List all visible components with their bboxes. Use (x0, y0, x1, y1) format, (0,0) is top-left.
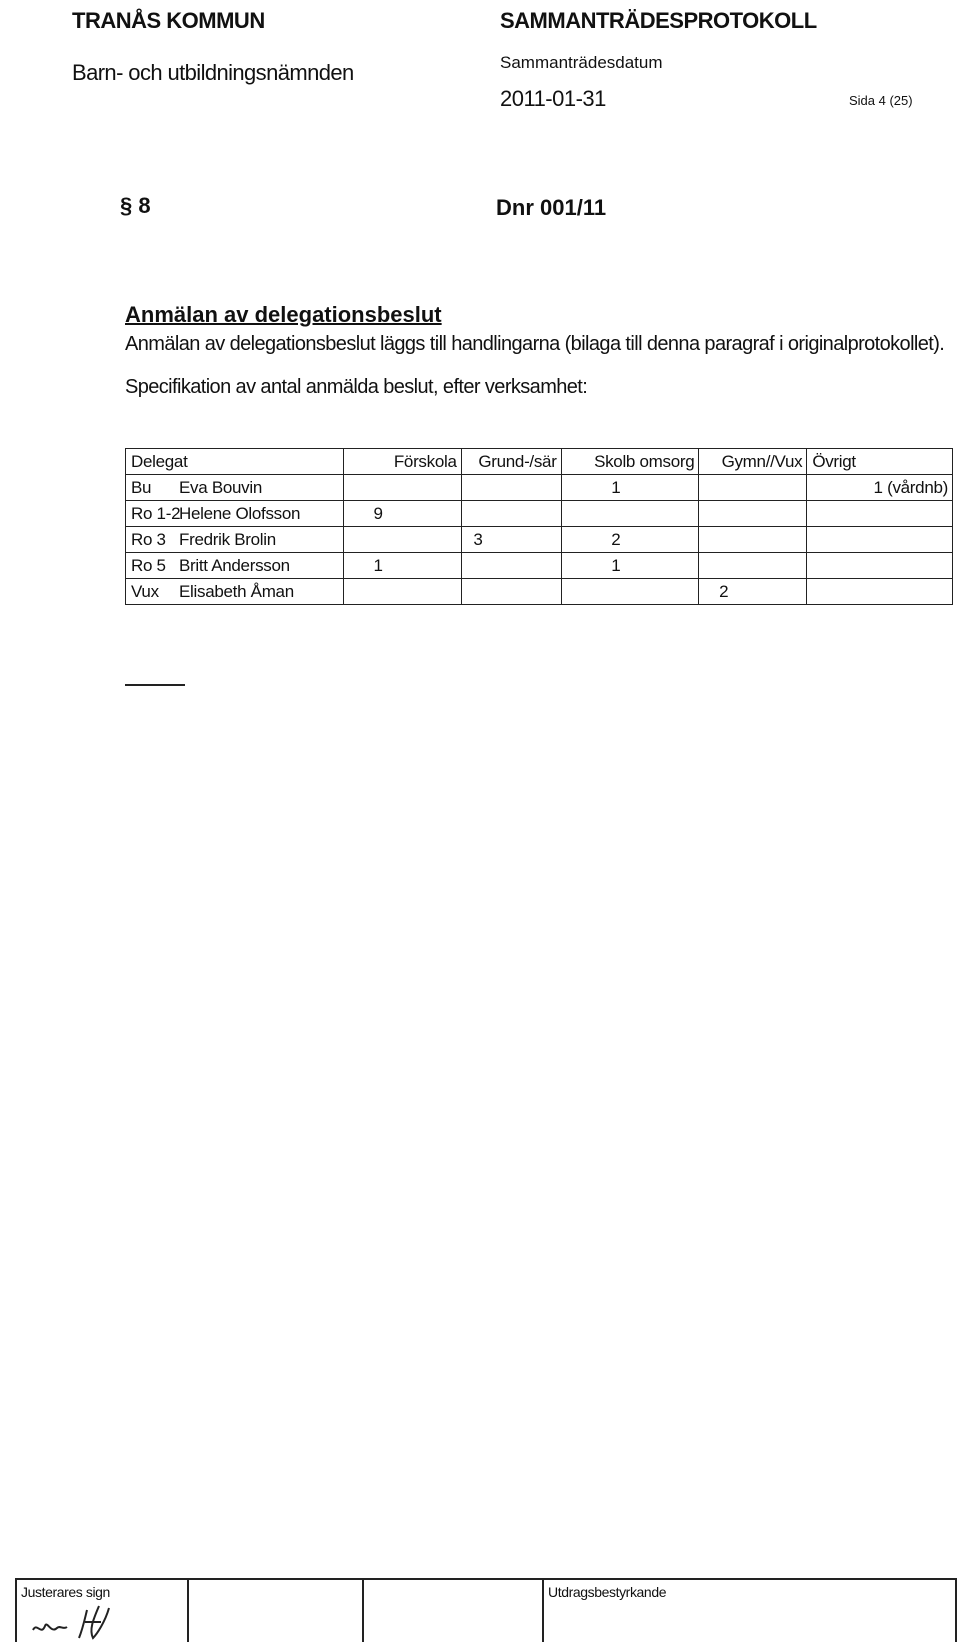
table-row (126, 475, 953, 501)
delegate-code: Ro 3 (131, 529, 166, 549)
delegate-cell (126, 527, 344, 553)
page-number: Sida 4 (25) (849, 93, 913, 108)
gymnvux-cell (699, 475, 807, 501)
delegate-code: Ro 1-2 (131, 503, 181, 523)
column-header: Delegat (126, 449, 344, 475)
handwritten-signature (27, 1600, 147, 1642)
adjuster-sign-label: Justerares sign (21, 1584, 110, 1600)
delegate-code: Ro 5 (131, 555, 166, 575)
skolbomsorg-cell: 1 (561, 553, 699, 579)
delegation-table (125, 448, 953, 605)
ovrigt-cell (807, 553, 953, 579)
column-header: Övrigt (807, 449, 953, 475)
ovrigt-cell (807, 527, 953, 553)
forskola-cell (343, 579, 461, 605)
column-header: Förskola (343, 449, 461, 475)
table-row (126, 527, 953, 553)
separator-rule (125, 684, 185, 686)
ovrigt-cell (807, 579, 953, 605)
gymnvux-cell (699, 501, 807, 527)
column-header: Grund-/sär (461, 449, 561, 475)
forskola-cell: 1 (343, 553, 461, 579)
delegate-name: Helene Olofsson (179, 503, 301, 523)
document-type: SAMMANTRÄDESPROTOKOLL (500, 8, 817, 33)
grundsar-cell (461, 475, 561, 501)
grundsar-cell: 3 (461, 527, 561, 553)
extract-label: Utdragsbestyrkande (548, 1584, 667, 1600)
delegate-code: Bu (131, 477, 152, 497)
footer-divider (15, 1580, 17, 1642)
meeting-date: 2011-01-31 (500, 86, 606, 111)
diary-number: Dnr 001/11 (496, 195, 607, 220)
delegate-name: Britt Andersson (179, 555, 290, 575)
delegate-cell (126, 475, 344, 501)
section-number: § 8 (120, 193, 151, 218)
paragraph-line-2: Specifikation av antal anmälda beslut, efter verksamhet: (125, 376, 588, 398)
table-row (126, 501, 953, 527)
gymnvux-cell (699, 553, 807, 579)
forskola-cell: 9 (343, 501, 461, 527)
grundsar-cell (461, 553, 561, 579)
delegate-name: Fredrik Brolin (179, 529, 276, 549)
ovrigt-cell: 1 (vårdnb) (807, 475, 953, 501)
committee-name: Barn- och utbildningsnämnden (72, 60, 354, 85)
delegate-cell (126, 553, 344, 579)
ovrigt-cell (807, 501, 953, 527)
column-header: Gymn//Vux (699, 449, 807, 475)
grundsar-cell (461, 579, 561, 605)
meeting-date-label: Sammanträdesdatum (500, 53, 663, 72)
footer-divider (362, 1580, 364, 1642)
skolbomsorg-cell: 2 (561, 527, 699, 553)
delegate-cell (126, 579, 344, 605)
skolbomsorg-cell: 1 (561, 475, 699, 501)
skolbomsorg-cell (561, 579, 699, 605)
footer-divider (187, 1580, 189, 1642)
grundsar-cell (461, 501, 561, 527)
table-row (126, 579, 953, 605)
signature-footer (15, 1578, 957, 1642)
table-row (126, 553, 953, 579)
delegate-code: Vux (131, 581, 159, 601)
section-heading: Anmälan av delegationsbeslut (125, 302, 442, 327)
municipality-name: TRANÅS KOMMUN (72, 8, 265, 33)
footer-divider (955, 1580, 957, 1642)
column-header: Skolb omsorg (561, 449, 699, 475)
delegate-name: Eva Bouvin (179, 477, 262, 497)
delegate-cell (126, 501, 344, 527)
gymnvux-cell: 2 (699, 579, 807, 605)
footer-divider (542, 1580, 544, 1642)
delegate-name: Elisabeth Åman (179, 581, 294, 601)
paragraph-line-1: Anmälan av delegationsbeslut läggs till handlingarna (bilaga till denna paragraf i originalprotokollet). (125, 333, 945, 355)
table-header-row (126, 449, 953, 475)
forskola-cell (343, 527, 461, 553)
gymnvux-cell (699, 527, 807, 553)
skolbomsorg-cell (561, 501, 699, 527)
forskola-cell (343, 475, 461, 501)
